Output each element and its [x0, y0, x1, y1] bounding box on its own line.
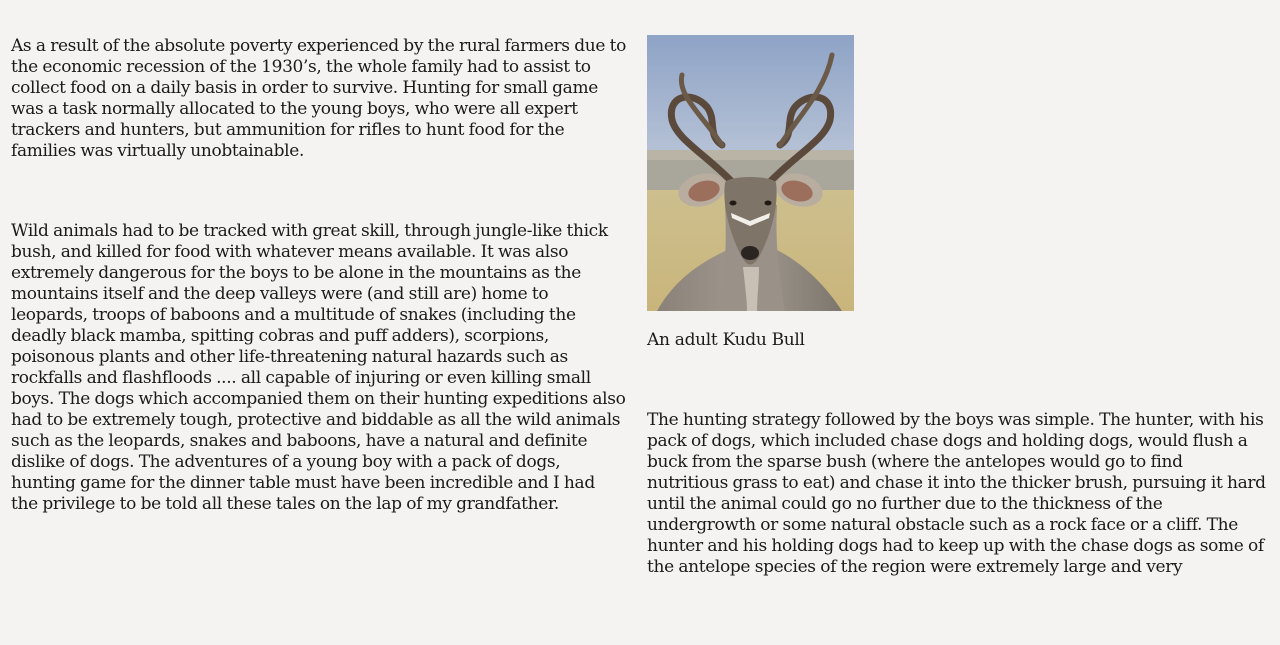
- kudu-bull-photo: [647, 35, 854, 311]
- article-paragraph-1: As a result of the absolute poverty experienced by the rural farmers due to the economic recession of the 1930’s, the whole family had to assist to collect food on a daily basis in order to survive. Hunting for small game was a task normally allocated to the young boys, who were all expert trackers and hunters, but ammunition for rifles to hunt food for the families was virtually unobtainable.: [11, 36, 627, 161]
- photo-caption: An adult Kudu Bull: [647, 330, 805, 350]
- article-paragraph-3: The hunting strategy followed by the boys was simple. The hunter, with his pack of dogs, which included chase dogs and holding dogs, would flush a buck from the sparse bush (where the antelopes would go to find nutritious grass to eat) and chase it into the thicker brush, pursuing it hard until the animal could go no further due to the thickness of the undergrowth or some natural obstacle such as a rock face or a cliff. The hunter and his holding dogs had to keep up with the chase dogs as some of the antelope species of the region were extremely large and very: [647, 410, 1266, 577]
- article-paragraph-2: Wild animals had to be tracked with great skill, through jungle-like thick bush, and killed for food with whatever means available. It was also extremely dangerous for the boys to be alone in the mountains as the mountains itself and the deep valleys were (and still are) home to leopards, troops of baboons and a multitude of snakes (including the deadly black mamba, spitting cobras and puff adders), scorpions, poisonous plants and other life-threatening natural hazards such as rockfalls and flashfloods .... all capable of injuring or even killing small boys. The dogs which accompanied them on their hunting expeditions also had to be extremely tough, protective and biddable as all the wild animals such as the leopards, snakes and baboons, have a natural and definite dislike of dogs. The adventures of a young boy with a pack of dogs, hunting game for the dinner table must have been incredible and I had the privilege to be told all these tales on the lap of my grandfather.: [11, 221, 626, 514]
